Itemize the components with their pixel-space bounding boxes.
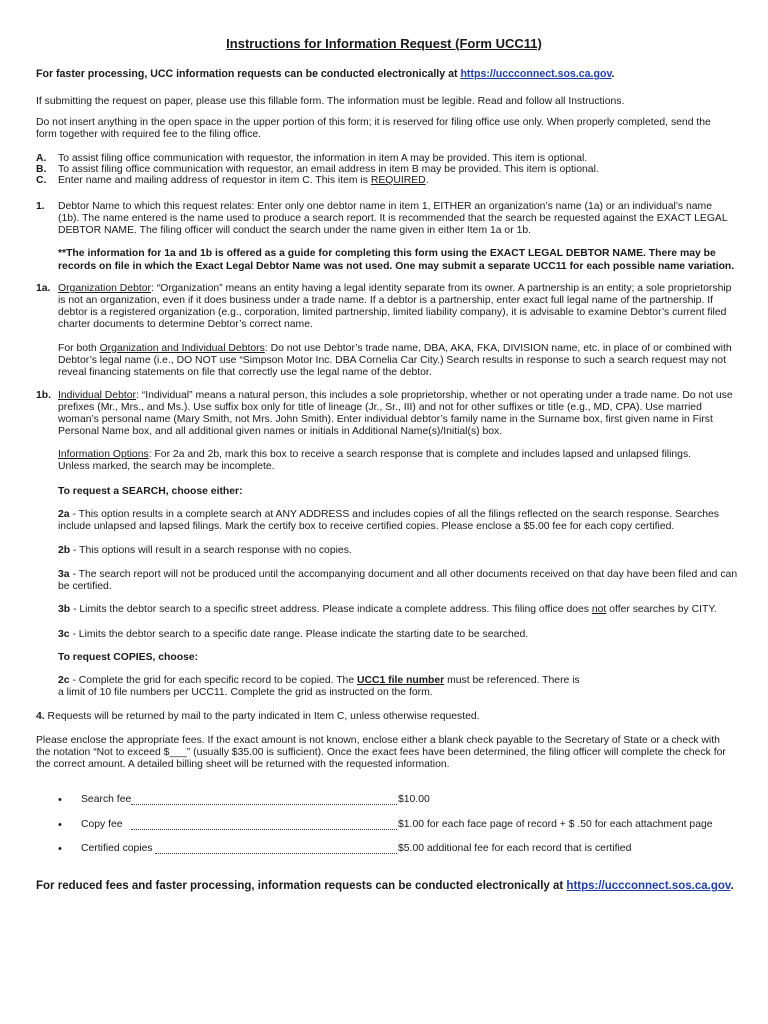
item-a-label: A. (36, 153, 47, 164)
fees-paragraph: Please enclose the appropriate fees. If the exact amount is not known, enclose either a blank check payable to the Secretary of State or a check with the notation “Not to exceed $___” (usually $35.00 is sufficient). Once the exact fees have been determined, the filing officer will complete the check for the correct amount. A detailed billing sheet will be returned with the requested information. (36, 735, 726, 770)
item-c-label: C. (36, 175, 47, 186)
option-2c-text: - Complete the grid for each specific record to be copied. The (69, 675, 357, 686)
option-2b (58, 545, 352, 557)
search-heading: To request a SEARCH, choose either: (58, 486, 243, 497)
item-1b-body: : “Individual” means a natural person, this includes a sole proprietorship, whether or not operating under a trade name. Do not use prefixes (Mr., Mrs., and Ms.). Use suffix box only for title of lineage (Jr., Sr., III) and not for other suffixes or title (e.g., MD, CPA). Use married woman’s personal name (Mary Smith, not Mrs. John Smith). Enter individual debtor’s family name in the Surname box, first given name in First Personal Name box, and all additional given names or initials in Additional Name(s)/Initial(s) box. (58, 390, 733, 437)
leader-dots (131, 794, 397, 805)
option-2c (58, 675, 588, 699)
option-3a-text: - The search report will not be produced until the accompanying document and all other documents received on that day have been filed and can be certified. (58, 569, 738, 592)
uccconnect-footer-link[interactable]: https://uccconnect.sos.ca.gov (566, 880, 731, 892)
footer-text: For reduced fees and faster processing, information requests can be conducted electronically at (36, 880, 567, 892)
item-c-text (58, 175, 429, 187)
items-abc (0, 153, 768, 189)
leader-dots (155, 843, 397, 854)
fee-row-certified (0, 843, 768, 857)
item-1b-label: 1b. (36, 390, 52, 401)
option-3b-not: not (591, 604, 607, 615)
option-2a-code: 2a (58, 509, 70, 520)
information-options-text (58, 449, 718, 473)
bullet-icon: • (58, 843, 62, 855)
item-1-note: **The information for 1a and 1b is offered as a guide for completing this form using the EXACT LEGAL DEBTOR NAME. There may be records on file in which the Exact Legal Debtor Name was not used. One may submit a separate UCC11 for each possible name variation. (58, 248, 735, 272)
option-3b-end: offer searches by CITY. (606, 604, 717, 615)
option-3b-text: - Limits the debtor search to a specific street address. Please indicate a complete address. This filing office does (70, 604, 592, 615)
option-3c-code: 3c (58, 629, 70, 640)
both-debtors-heading: Organization and Individual Debtors (99, 343, 265, 354)
item-b-text: To assist filing office communication with requestor, an email address in item B may be provided. This item is optional. (58, 164, 599, 175)
option-2a (58, 509, 730, 533)
option-2c-end: must be referenced. There is a limit of 10 file numbers per UCC11. Complete the grid as instructed on the form. (58, 675, 580, 698)
option-3b (58, 604, 717, 616)
intro-period: . (611, 68, 615, 80)
no-insert-paragraph: Do not insert anything in the open space in the upper portion of this form; it is reserved for filing office use only. When properly completed, send the form together with required fee to the filing office. (36, 117, 711, 140)
information-options-body: : For 2a and 2b, mark this box to receive a search response that is complete and includes lapsed and unlapsed filings. Unless marked, the search may be incomplete. (58, 449, 692, 472)
footer-period: . (730, 880, 734, 892)
leader-dots (131, 819, 397, 830)
bullet-icon: • (58, 819, 62, 831)
item-1b-text (58, 390, 734, 438)
intro-line (36, 68, 615, 80)
required-word: REQUIRED (370, 175, 426, 186)
item-b-label: B. (36, 164, 47, 175)
fee-name: Copy fee (81, 819, 123, 830)
option-3c (58, 629, 528, 641)
paper-paragraph: If submitting the request on paper, please use this fillable form. The information must be legible. Read and follow all Instructions. (36, 96, 625, 107)
fee-value: $10.00 (398, 794, 430, 805)
item-1-text: Debtor Name to which this request relates: Enter only one debtor name in item 1, EITHER an organization’s name (1a) or an individual’s name (1b). The name entered is the name used to produce a search report. It is recommended that the search be requested against the EXACT LEGAL DEBTOR NAME. The filing officer will conduct the search under the name given in either Item 1a or 1b. (58, 201, 728, 236)
option-2a-text: - This option results in a complete search at ANY ADDRESS and includes copies of all the filings reflected on the search response. Searches include unlapsed and lapsed filings. Mark the certify box to receive certified copies. Please enclose a $5.00 fee for each copy certified. (58, 509, 719, 532)
item-4 (36, 711, 480, 723)
item-1a-body: : “Organization” means an entity having a legal identity separate from its owner. A partnership is an entity; a sole proprietorship is not an organization, even if it does business under a trade name. If a debtor is a partnership, enter exact full legal name of the partnership. If debtor is a registered organization (e.g., corporation, limited partnership, limited liability company), it is advisable to examine Debtor’s current filed charter documents to determine Debtor’s correct name. (58, 283, 732, 330)
item-c-end: . (425, 175, 429, 186)
fee-name: Certified copies (81, 843, 153, 854)
bullet-icon: • (58, 794, 62, 806)
individual-debtor-heading: Individual Debtor (58, 390, 136, 401)
fee-row-copy (0, 819, 768, 833)
option-3a-code: 3a (58, 569, 70, 580)
organization-debtor-heading: Organization Debtor (58, 283, 151, 294)
option-3b-code: 3b (58, 604, 71, 615)
option-3a (58, 569, 738, 593)
uccconnect-link[interactable]: https://uccconnect.sos.ca.gov (460, 68, 612, 80)
fee-list (0, 794, 768, 864)
both-debtors-text (58, 343, 734, 379)
item-1a-text (58, 283, 736, 331)
item-c-body: Enter name and mailing address of requestor in item C. This item is (58, 175, 371, 186)
information-options-heading: Information Options (58, 449, 149, 460)
option-2b-text: - This options will result in a search response with no copies. (70, 545, 352, 556)
fee-value: $1.00 for each face page of record + $ .50 for each attachment page (398, 819, 713, 830)
item-4-label: 4. (36, 711, 45, 722)
item-1a-label: 1a. (36, 283, 51, 294)
fee-row-search (0, 794, 768, 808)
fee-name: Search fee (81, 794, 132, 805)
footer-line (36, 880, 734, 892)
item-4-text: Requests will be returned by mail to the party indicated in Item C, unless otherwise requested. (44, 711, 480, 722)
page-title: Instructions for Information Request (Form UCC11) (226, 36, 542, 51)
option-3c-text: - Limits the debtor search to a specific date range. Please indicate the starting date to be searched. (69, 629, 529, 640)
item-a-text: To assist filing office communication with requestor, the information in item A may be provided. This item is optional. (58, 153, 588, 164)
both-debtors-body: : Do not use Debtor’s trade name, DBA, AKA, FKA, DIVISION name, etc. in place of or combined with Debtor’s legal name (i.e., DO NOT use “Simpson Motor Inc. DBA Cornelia Car City.) Search results in response to such a search request may not reveal financing statements on file that correctly use the legal name of the debtor. (58, 343, 732, 378)
intro-text: For faster processing, UCC information requests can be conducted electronically at (36, 68, 461, 80)
option-2b-code: 2b (58, 545, 71, 556)
item-1-label: 1. (36, 201, 45, 212)
ucc1-file-number: UCC1 file number (357, 675, 445, 686)
option-2c-code: 2c (58, 675, 70, 686)
copies-heading: To request COPIES, choose: (58, 652, 199, 663)
fee-value: $5.00 additional fee for each record that is certified (398, 843, 632, 854)
both-lead: For both (58, 343, 100, 354)
